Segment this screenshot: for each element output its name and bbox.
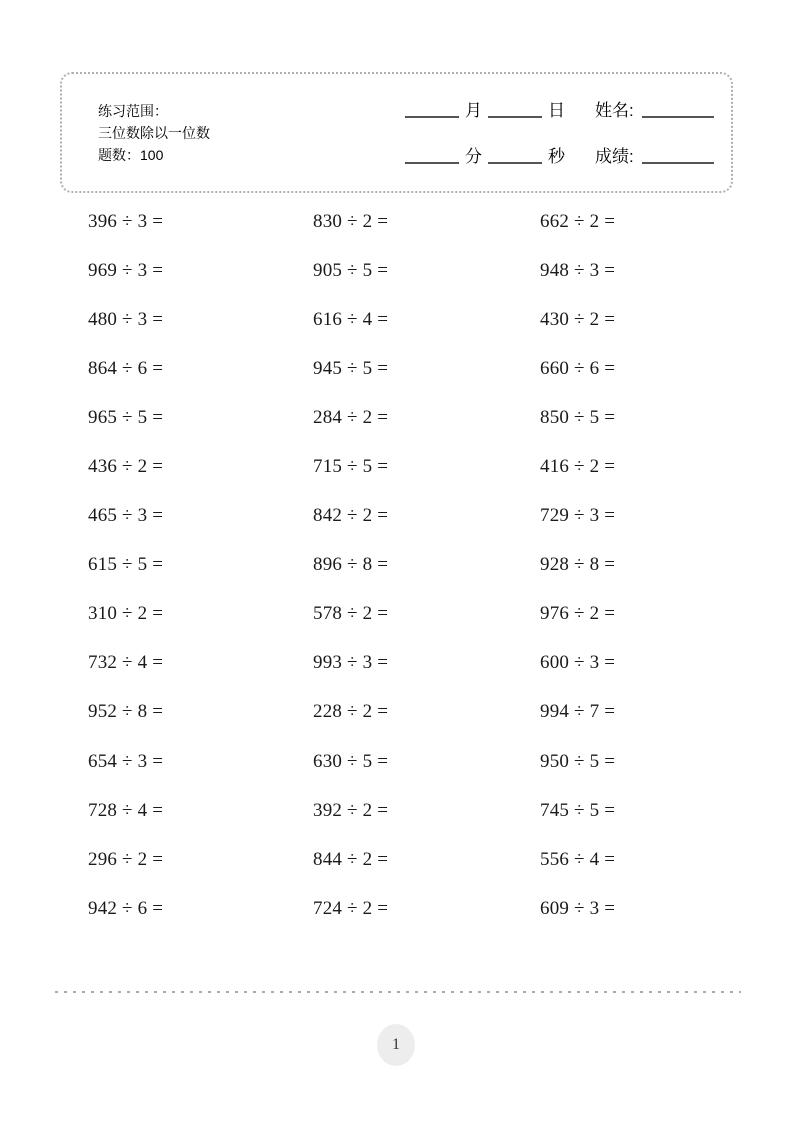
division-problem: 480 ÷ 3 = [88, 308, 164, 330]
division-problem: 416 ÷ 2 = [540, 456, 616, 478]
problems-grid [88, 197, 738, 933]
division-problem: 728 ÷ 4 = [88, 799, 164, 821]
division-problem: 630 ÷ 5 = [313, 750, 389, 772]
division-problem: 945 ÷ 5 = [313, 357, 389, 379]
problem-count: 题数：100 [98, 147, 164, 163]
month-label: 月 [465, 101, 482, 120]
division-problem: 654 ÷ 3 = [88, 750, 164, 772]
second-blank [488, 161, 542, 164]
minute-label: 分 [465, 147, 482, 166]
division-problem: 600 ÷ 3 = [540, 652, 616, 674]
score-label: 成绩: [595, 147, 634, 166]
division-problem: 905 ÷ 5 = [313, 259, 389, 281]
division-problem: 430 ÷ 2 = [540, 308, 616, 330]
division-problem: 928 ÷ 8 = [540, 554, 616, 576]
division-problem: 310 ÷ 2 = [88, 603, 164, 625]
division-problem: 609 ÷ 3 = [540, 897, 616, 919]
page-number: 1 [392, 1036, 400, 1053]
name-blank [642, 115, 714, 118]
minute-blank [405, 161, 459, 164]
division-problem: 732 ÷ 4 = [88, 652, 164, 674]
division-problem: 993 ÷ 3 = [313, 652, 389, 674]
division-problem: 969 ÷ 3 = [88, 259, 164, 281]
header-box [60, 72, 733, 193]
division-problem: 392 ÷ 2 = [313, 799, 389, 821]
division-problem: 436 ÷ 2 = [88, 456, 164, 478]
division-problem: 952 ÷ 8 = [88, 701, 164, 723]
division-problem: 660 ÷ 6 = [540, 357, 616, 379]
division-problem: 965 ÷ 5 = [88, 406, 164, 428]
division-problem: 396 ÷ 3 = [88, 210, 164, 232]
division-problem: 724 ÷ 2 = [313, 897, 389, 919]
day-label: 日 [548, 101, 565, 120]
day-blank [488, 115, 542, 118]
division-problem: 864 ÷ 6 = [88, 357, 164, 379]
division-problem: 844 ÷ 2 = [313, 848, 389, 870]
fill-in-area [405, 96, 714, 167]
division-problem: 948 ÷ 3 = [540, 259, 616, 281]
practice-info [98, 100, 210, 166]
page-number-badge [377, 1024, 415, 1066]
division-problem: 616 ÷ 4 = [313, 308, 389, 330]
division-problem: 556 ÷ 4 = [540, 848, 616, 870]
division-problem: 976 ÷ 2 = [540, 603, 616, 625]
time-score-line [405, 142, 714, 167]
division-problem: 850 ÷ 5 = [540, 406, 616, 428]
name-label: 姓名: [595, 101, 634, 120]
month-blank [405, 115, 459, 118]
division-problem: 842 ÷ 2 = [313, 505, 389, 527]
division-problem: 950 ÷ 5 = [540, 750, 616, 772]
division-problem: 715 ÷ 5 = [313, 456, 389, 478]
division-problem: 745 ÷ 5 = [540, 799, 616, 821]
division-problem: 284 ÷ 2 = [313, 406, 389, 428]
date-name-line [405, 96, 714, 121]
score-blank [642, 161, 714, 164]
division-problem: 994 ÷ 7 = [540, 701, 616, 723]
division-problem: 896 ÷ 8 = [313, 554, 389, 576]
division-problem: 465 ÷ 3 = [88, 505, 164, 527]
division-problem: 729 ÷ 3 = [540, 505, 616, 527]
division-problem: 830 ÷ 2 = [313, 210, 389, 232]
division-problem: 615 ÷ 5 = [88, 554, 164, 576]
footer-divider [55, 991, 741, 993]
division-problem: 296 ÷ 2 = [88, 848, 164, 870]
division-problem: 578 ÷ 2 = [313, 603, 389, 625]
division-problem: 942 ÷ 6 = [88, 897, 164, 919]
second-label: 秒 [548, 147, 565, 166]
practice-range-value: 三位数除以一位数 [98, 125, 210, 141]
division-problem: 662 ÷ 2 = [540, 210, 616, 232]
division-problem: 228 ÷ 2 = [313, 701, 389, 723]
practice-range-label: 练习范围： [98, 103, 168, 119]
